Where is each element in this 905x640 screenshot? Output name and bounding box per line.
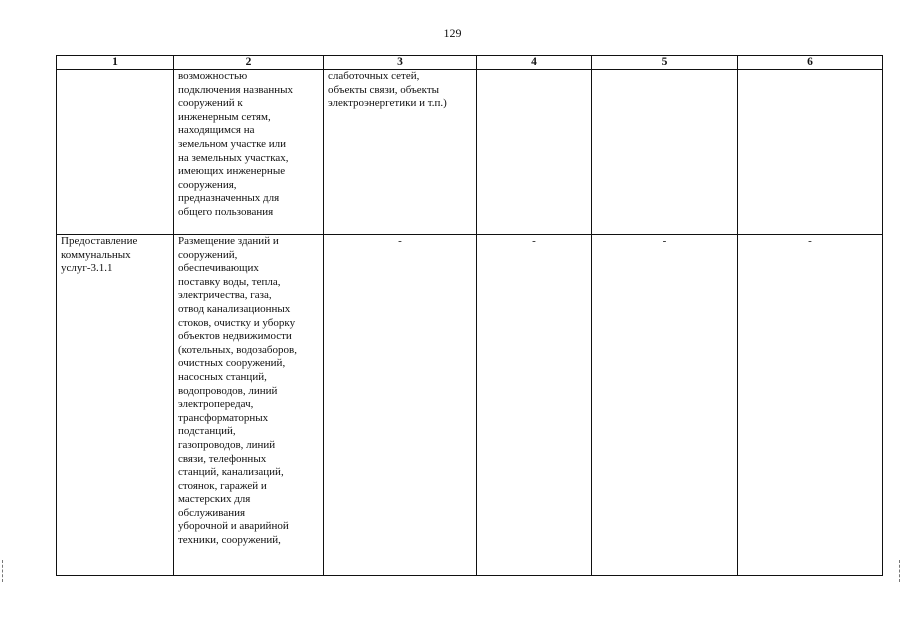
cell-text: возможностью подключения названных сооружений к инженерным сетям, находящимся на земельном участке или на земельных участках, имеющих инженерные сооружения, предназначенных для общего пользования (178, 70, 294, 218)
cell-text: - (532, 235, 536, 247)
column-header-4: 4 (477, 56, 592, 70)
document-table (56, 55, 883, 576)
column-header-6: 6 (738, 56, 883, 70)
cell-text: Размещение зданий и сооружений, обеспечивающих поставку воды, тепла, электричества, газа, отвод канализационных стоков, очистку и уборку объектов недвижимости (котельных, водозаборов, очистных сооружений, насосных станций, водопроводов, линий электропередач, трансформаторных подстанций, газопроводов, линий связи, телефонных станций, канализаций, стоянок, гаражей и мастерских для обслуживания уборочной и аварийной техники, сооружений, (178, 235, 297, 547)
table-cell (324, 70, 477, 235)
column-header-3: 3 (324, 56, 477, 70)
scan-margin-mark (899, 560, 902, 582)
table-cell (174, 70, 324, 235)
cell-text: - (662, 235, 667, 247)
table-cell (738, 70, 883, 235)
column-header-2: 2 (174, 56, 324, 70)
table-cell (592, 70, 738, 235)
page-number: 129 (443, 26, 462, 40)
table-cell (324, 235, 477, 576)
scan-margin-mark (2, 560, 5, 582)
table-cell (57, 70, 174, 235)
cell-text: Предоставление коммунальных услуг-3.1.1 (61, 235, 138, 275)
table-cell (174, 235, 324, 576)
table-row (57, 235, 883, 576)
table-cell (477, 70, 592, 235)
table-row (57, 70, 883, 235)
table-cell (738, 235, 883, 576)
column-header-1: 1 (57, 56, 174, 70)
column-header-5: 5 (592, 56, 738, 70)
table-cell (477, 235, 592, 576)
cell-text: слаботочных сетей, объекты связи, объекты электроэнергетики и т.п.) (328, 70, 447, 110)
table-cell (57, 235, 174, 576)
table-header-row (57, 56, 883, 70)
table-cell (592, 235, 738, 576)
cell-text: - (398, 235, 402, 247)
cell-text: - (808, 235, 812, 247)
